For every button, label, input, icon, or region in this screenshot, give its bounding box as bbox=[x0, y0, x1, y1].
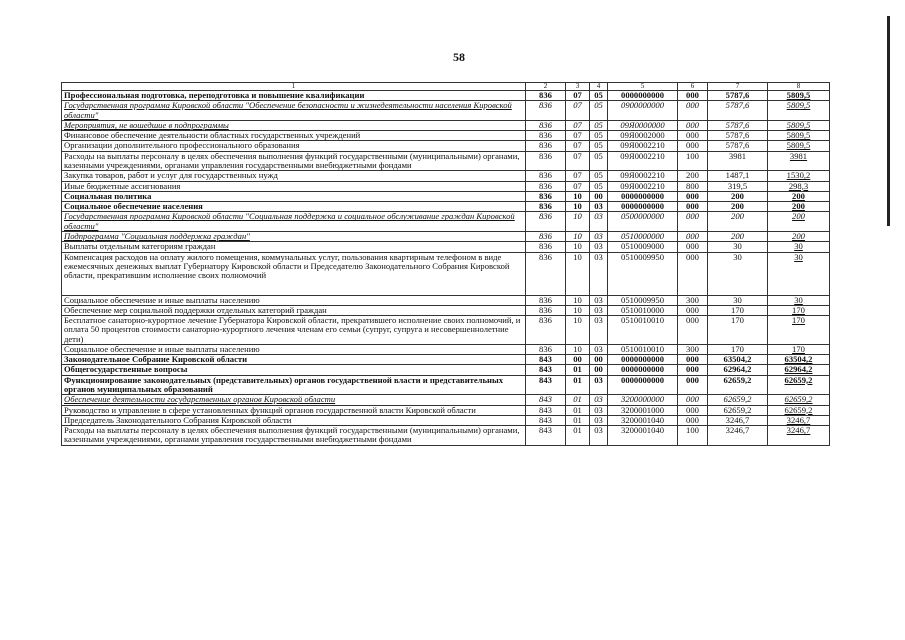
cell-ministry: 836 bbox=[526, 252, 566, 295]
table-row bbox=[62, 305, 830, 315]
cell-section: 07 bbox=[566, 171, 590, 181]
cell-section: 10 bbox=[566, 202, 590, 212]
row-name: Компенсация расходов на оплату жилого помещения, коммунальных услуг, пользования квартирным телефоном в виде ежемесячных денежных выплат Губернатору Кировской области и Председателю Законодательного Собрания Кировской области, прекратившим исполнение своих полномочий bbox=[62, 252, 526, 295]
cell-subsection: 05 bbox=[590, 181, 608, 191]
cell-target-article: 09Я0002210 bbox=[608, 151, 678, 171]
table-row bbox=[62, 131, 830, 141]
cell-amount-2: 30 bbox=[768, 252, 830, 295]
cell-amount-2: 63504,2 bbox=[768, 355, 830, 365]
cell-section: 07 bbox=[566, 141, 590, 151]
row-name: Бесплатное санаторно-курортное лечение Губернатора Кировской области, прекратившего исполнение своих полномочий, и оплата 50 процентов стоимости санаторно-курортного лечения членам его семьи (супруг, супруга и несовершеннолетние дети) bbox=[62, 316, 526, 345]
cell-amount-1: 3246,7 bbox=[708, 426, 768, 446]
cell-amount-2: 62964,2 bbox=[768, 365, 830, 375]
cell-section: 10 bbox=[566, 191, 590, 201]
cell-expense-type: 000 bbox=[678, 212, 708, 232]
cell-expense-type: 000 bbox=[678, 120, 708, 130]
cell-target-article: 3200001040 bbox=[608, 426, 678, 446]
table-row bbox=[62, 91, 830, 101]
cell-ministry: 836 bbox=[526, 181, 566, 191]
cell-ministry: 836 bbox=[526, 151, 566, 171]
table-row bbox=[62, 426, 830, 446]
row-name: Обеспечение мер социальной поддержки отдельных категорий граждан bbox=[62, 305, 526, 315]
table-row bbox=[62, 191, 830, 201]
margin-bar bbox=[887, 16, 890, 226]
cell-expense-type: 000 bbox=[678, 141, 708, 151]
cell-subsection: 03 bbox=[590, 212, 608, 232]
table-row bbox=[62, 405, 830, 415]
row-name: Руководство и управление в сфере установленных функций органов государственной власти Кировской области bbox=[62, 405, 526, 415]
cell-amount-2: 1530,2 bbox=[768, 171, 830, 181]
cell-subsection: 03 bbox=[590, 426, 608, 446]
cell-target-article: 0510010010 bbox=[608, 316, 678, 345]
cell-ministry: 843 bbox=[526, 405, 566, 415]
cell-subsection: 03 bbox=[590, 252, 608, 295]
cell-expense-type: 300 bbox=[678, 344, 708, 354]
cell-section: 10 bbox=[566, 212, 590, 232]
table-row bbox=[62, 101, 830, 121]
cell-section: 01 bbox=[566, 395, 590, 405]
row-name: Социальное обеспечение и иные выплаты населению bbox=[62, 344, 526, 354]
row-name: Социальное обеспечение и иные выплаты населению bbox=[62, 295, 526, 305]
row-name: Государственная программа Кировской области "Социальная поддержка и социальное обслуживание граждан Кировской области" bbox=[62, 212, 526, 232]
cell-expense-type: 000 bbox=[678, 231, 708, 241]
header-col-6: 6 bbox=[678, 83, 708, 91]
row-name: Мероприятия, не вошедшие в подпрограммы bbox=[62, 120, 526, 130]
cell-section: 01 bbox=[566, 375, 590, 395]
header-col-1: 1 bbox=[62, 83, 526, 91]
cell-subsection: 05 bbox=[590, 101, 608, 121]
cell-amount-1: 62964,2 bbox=[708, 365, 768, 375]
cell-amount-1: 1487,1 bbox=[708, 171, 768, 181]
table-row bbox=[62, 242, 830, 252]
cell-amount-1: 170 bbox=[708, 344, 768, 354]
cell-amount-1: 5787,6 bbox=[708, 91, 768, 101]
cell-expense-type: 000 bbox=[678, 101, 708, 121]
cell-subsection: 03 bbox=[590, 242, 608, 252]
cell-subsection: 03 bbox=[590, 231, 608, 241]
cell-section: 10 bbox=[566, 242, 590, 252]
header-col-7: 7 bbox=[708, 83, 768, 91]
cell-ministry: 836 bbox=[526, 242, 566, 252]
cell-amount-2: 30 bbox=[768, 295, 830, 305]
row-name: Выплаты отдельным категориям граждан bbox=[62, 242, 526, 252]
cell-target-article: 0000000000 bbox=[608, 91, 678, 101]
cell-amount-2: 3981 bbox=[768, 151, 830, 171]
cell-ministry: 843 bbox=[526, 426, 566, 446]
cell-target-article: 0000000000 bbox=[608, 191, 678, 201]
table-row bbox=[62, 316, 830, 345]
table-row bbox=[62, 344, 830, 354]
row-name: Подпрограмма "Социальная поддержка граждан" bbox=[62, 231, 526, 241]
row-name: Законодательное Собрание Кировской области bbox=[62, 355, 526, 365]
table-row bbox=[62, 212, 830, 232]
cell-expense-type: 000 bbox=[678, 305, 708, 315]
cell-ministry: 836 bbox=[526, 141, 566, 151]
row-name: Государственная программа Кировской области "Обеспечение безопасности и жизнедеятельности населения Кировской области" bbox=[62, 101, 526, 121]
cell-ministry: 836 bbox=[526, 91, 566, 101]
cell-section: 07 bbox=[566, 120, 590, 130]
cell-amount-2: 62659,2 bbox=[768, 395, 830, 405]
cell-target-article: 0510009950 bbox=[608, 295, 678, 305]
cell-expense-type: 000 bbox=[678, 415, 708, 425]
row-name: Организации дополнительного профессионального образования bbox=[62, 141, 526, 151]
cell-section: 07 bbox=[566, 131, 590, 141]
table-header-row bbox=[62, 83, 830, 91]
cell-section: 01 bbox=[566, 415, 590, 425]
cell-subsection: 05 bbox=[590, 151, 608, 171]
table-row bbox=[62, 181, 830, 191]
cell-section: 10 bbox=[566, 316, 590, 345]
cell-subsection: 05 bbox=[590, 171, 608, 181]
cell-amount-2: 3246,7 bbox=[768, 415, 830, 425]
table-row bbox=[62, 295, 830, 305]
table-row bbox=[62, 365, 830, 375]
cell-section: 10 bbox=[566, 252, 590, 295]
cell-expense-type: 300 bbox=[678, 295, 708, 305]
cell-target-article: 09Я0002000 bbox=[608, 131, 678, 141]
cell-section: 01 bbox=[566, 365, 590, 375]
cell-amount-2: 62659,2 bbox=[768, 405, 830, 415]
cell-expense-type: 100 bbox=[678, 426, 708, 446]
row-name: Иные бюджетные ассигнования bbox=[62, 181, 526, 191]
cell-ministry: 836 bbox=[526, 131, 566, 141]
cell-target-article: 09Я0000000 bbox=[608, 120, 678, 130]
cell-ministry: 836 bbox=[526, 231, 566, 241]
cell-amount-1: 5787,6 bbox=[708, 101, 768, 121]
cell-expense-type: 000 bbox=[678, 191, 708, 201]
header-col-5: 5 bbox=[608, 83, 678, 91]
cell-amount-2: 30 bbox=[768, 242, 830, 252]
cell-amount-1: 200 bbox=[708, 231, 768, 241]
cell-subsection: 00 bbox=[590, 355, 608, 365]
header-col-4: 4 bbox=[590, 83, 608, 91]
cell-expense-type: 000 bbox=[678, 355, 708, 365]
cell-subsection: 03 bbox=[590, 405, 608, 415]
cell-amount-2: 170 bbox=[768, 344, 830, 354]
cell-section: 07 bbox=[566, 101, 590, 121]
cell-subsection: 03 bbox=[590, 295, 608, 305]
cell-target-article: 0510010000 bbox=[608, 305, 678, 315]
cell-expense-type: 000 bbox=[678, 405, 708, 415]
cell-amount-1: 62659,2 bbox=[708, 395, 768, 405]
row-name: Социальное обеспечение населения bbox=[62, 202, 526, 212]
cell-target-article: 0510010010 bbox=[608, 344, 678, 354]
cell-amount-1: 63504,2 bbox=[708, 355, 768, 365]
cell-target-article: 0000000000 bbox=[608, 355, 678, 365]
cell-target-article: 09Я0002210 bbox=[608, 171, 678, 181]
cell-subsection: 03 bbox=[590, 202, 608, 212]
cell-amount-2: 200 bbox=[768, 231, 830, 241]
cell-subsection: 03 bbox=[590, 316, 608, 345]
cell-amount-1: 30 bbox=[708, 295, 768, 305]
cell-target-article: 0900000000 bbox=[608, 101, 678, 121]
cell-ministry: 836 bbox=[526, 295, 566, 305]
cell-amount-2: 170 bbox=[768, 305, 830, 315]
header-col-3: 3 bbox=[566, 83, 590, 91]
cell-amount-2: 298,3 bbox=[768, 181, 830, 191]
cell-amount-2: 170 bbox=[768, 316, 830, 345]
cell-amount-2: 200 bbox=[768, 212, 830, 232]
cell-section: 07 bbox=[566, 151, 590, 171]
cell-amount-2: 5809,5 bbox=[768, 91, 830, 101]
cell-subsection: 05 bbox=[590, 120, 608, 130]
row-name: Расходы на выплаты персоналу в целях обеспечения выполнения функций государственными (муниципальными) органами, казенными учреждениями, органами управления государственными внебюджетными фондами bbox=[62, 151, 526, 171]
table-row bbox=[62, 151, 830, 171]
row-name: Функционирование законодательных (представительных) органов государственной власти и представительных органов муниципальных образований bbox=[62, 375, 526, 395]
row-name: Председатель Законодательного Собрания Кировской области bbox=[62, 415, 526, 425]
cell-section: 07 bbox=[566, 181, 590, 191]
table-row bbox=[62, 202, 830, 212]
cell-subsection: 05 bbox=[590, 141, 608, 151]
budget-table bbox=[61, 82, 830, 446]
row-name: Общегосударственные вопросы bbox=[62, 365, 526, 375]
table-row bbox=[62, 252, 830, 295]
cell-target-article: 3200001040 bbox=[608, 415, 678, 425]
cell-amount-1: 62659,2 bbox=[708, 405, 768, 415]
cell-target-article: 0000000000 bbox=[608, 202, 678, 212]
cell-ministry: 836 bbox=[526, 171, 566, 181]
table-row bbox=[62, 231, 830, 241]
cell-amount-1: 62659,2 bbox=[708, 375, 768, 395]
cell-expense-type: 000 bbox=[678, 242, 708, 252]
cell-ministry: 843 bbox=[526, 375, 566, 395]
table-row bbox=[62, 395, 830, 405]
cell-target-article: 09Я0002210 bbox=[608, 141, 678, 151]
cell-amount-2: 5809,5 bbox=[768, 131, 830, 141]
cell-amount-1: 170 bbox=[708, 316, 768, 345]
cell-subsection: 00 bbox=[590, 191, 608, 201]
cell-subsection: 05 bbox=[590, 91, 608, 101]
cell-subsection: 03 bbox=[590, 375, 608, 395]
cell-ministry: 836 bbox=[526, 101, 566, 121]
cell-section: 10 bbox=[566, 231, 590, 241]
cell-section: 00 bbox=[566, 355, 590, 365]
cell-amount-1: 5787,6 bbox=[708, 131, 768, 141]
cell-target-article: 0510009000 bbox=[608, 242, 678, 252]
row-name: Финансовое обеспечение деятельности областных государственных учреждений bbox=[62, 131, 526, 141]
table-row bbox=[62, 171, 830, 181]
cell-expense-type: 000 bbox=[678, 252, 708, 295]
cell-amount-1: 30 bbox=[708, 252, 768, 295]
cell-ministry: 836 bbox=[526, 202, 566, 212]
cell-section: 10 bbox=[566, 305, 590, 315]
cell-amount-2: 3246,7 bbox=[768, 426, 830, 446]
cell-ministry: 836 bbox=[526, 344, 566, 354]
cell-amount-1: 30 bbox=[708, 242, 768, 252]
cell-amount-1: 5787,6 bbox=[708, 120, 768, 130]
cell-expense-type: 000 bbox=[678, 202, 708, 212]
page-number: 58 bbox=[453, 50, 465, 64]
row-name: Социальная политика bbox=[62, 191, 526, 201]
table-row bbox=[62, 141, 830, 151]
cell-amount-2: 200 bbox=[768, 191, 830, 201]
table-row bbox=[62, 415, 830, 425]
cell-expense-type: 000 bbox=[678, 375, 708, 395]
cell-ministry: 836 bbox=[526, 191, 566, 201]
cell-expense-type: 200 bbox=[678, 171, 708, 181]
cell-expense-type: 000 bbox=[678, 395, 708, 405]
cell-amount-2: 62659,2 bbox=[768, 375, 830, 395]
row-name: Обеспечение деятельности государственных органов Кировской области bbox=[62, 395, 526, 405]
cell-target-article: 0000000000 bbox=[608, 365, 678, 375]
cell-ministry: 836 bbox=[526, 305, 566, 315]
cell-section: 10 bbox=[566, 295, 590, 305]
cell-amount-1: 200 bbox=[708, 191, 768, 201]
header-col-8: 8 bbox=[768, 83, 830, 91]
cell-amount-2: 200 bbox=[768, 202, 830, 212]
table-row bbox=[62, 375, 830, 395]
cell-amount-1: 5787,6 bbox=[708, 141, 768, 151]
cell-expense-type: 000 bbox=[678, 316, 708, 345]
cell-expense-type: 000 bbox=[678, 131, 708, 141]
cell-target-article: 0510009950 bbox=[608, 252, 678, 295]
cell-target-article: 0000000000 bbox=[608, 375, 678, 395]
cell-section: 07 bbox=[566, 91, 590, 101]
cell-target-article: 0510000000 bbox=[608, 231, 678, 241]
cell-ministry: 843 bbox=[526, 365, 566, 375]
cell-section: 01 bbox=[566, 426, 590, 446]
cell-subsection: 00 bbox=[590, 365, 608, 375]
header-col-2: 2 bbox=[526, 83, 566, 91]
cell-amount-1: 3981 bbox=[708, 151, 768, 171]
cell-subsection: 03 bbox=[590, 395, 608, 405]
table-row bbox=[62, 355, 830, 365]
cell-subsection: 05 bbox=[590, 131, 608, 141]
cell-ministry: 843 bbox=[526, 415, 566, 425]
cell-ministry: 836 bbox=[526, 316, 566, 345]
cell-ministry: 843 bbox=[526, 355, 566, 365]
cell-ministry: 843 bbox=[526, 395, 566, 405]
cell-amount-1: 200 bbox=[708, 202, 768, 212]
cell-section: 10 bbox=[566, 344, 590, 354]
cell-subsection: 03 bbox=[590, 344, 608, 354]
cell-section: 01 bbox=[566, 405, 590, 415]
cell-amount-1: 170 bbox=[708, 305, 768, 315]
cell-expense-type: 000 bbox=[678, 365, 708, 375]
cell-amount-1: 319,5 bbox=[708, 181, 768, 191]
cell-target-article: 0500000000 bbox=[608, 212, 678, 232]
cell-subsection: 03 bbox=[590, 305, 608, 315]
row-name: Закупка товаров, работ и услуг для государственных нужд bbox=[62, 171, 526, 181]
cell-expense-type: 100 bbox=[678, 151, 708, 171]
table-row bbox=[62, 120, 830, 130]
cell-expense-type: 000 bbox=[678, 91, 708, 101]
cell-amount-1: 200 bbox=[708, 212, 768, 232]
cell-ministry: 836 bbox=[526, 120, 566, 130]
table-body bbox=[62, 83, 830, 446]
cell-amount-2: 5809,5 bbox=[768, 141, 830, 151]
cell-ministry: 836 bbox=[526, 212, 566, 232]
cell-subsection: 03 bbox=[590, 415, 608, 425]
cell-amount-2: 5809,5 bbox=[768, 120, 830, 130]
cell-target-article: 3200000000 bbox=[608, 395, 678, 405]
row-name: Расходы на выплаты персоналу в целях обеспечения выполнения функций государственными (муниципальными) органами, казенными учреждениями, органами управления государственными внебюджетными фондами bbox=[62, 426, 526, 446]
cell-target-article: 09Я0002210 bbox=[608, 181, 678, 191]
cell-amount-2: 5809,5 bbox=[768, 101, 830, 121]
cell-target-article: 3200001000 bbox=[608, 405, 678, 415]
cell-amount-1: 3246,7 bbox=[708, 415, 768, 425]
row-name: Профессиональная подготовка, переподготовка и повышение квалификации bbox=[62, 91, 526, 101]
cell-expense-type: 800 bbox=[678, 181, 708, 191]
